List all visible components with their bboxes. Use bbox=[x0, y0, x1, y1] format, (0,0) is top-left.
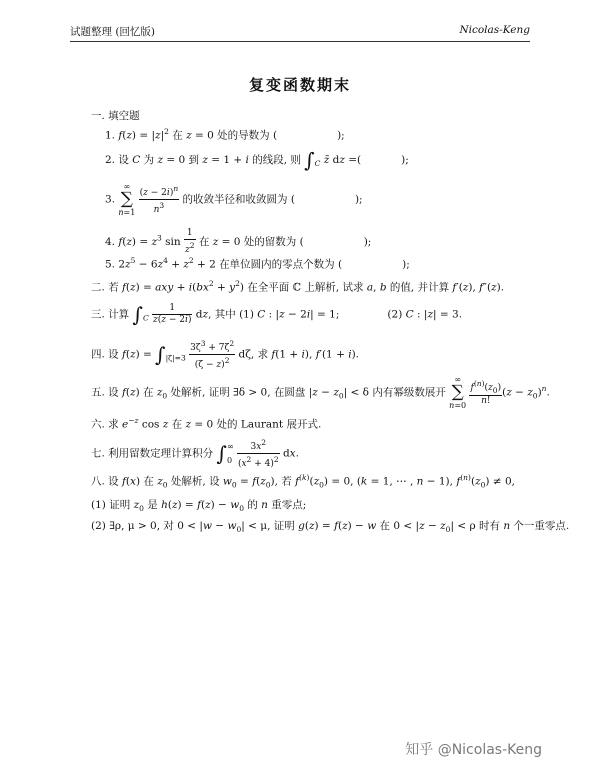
problem-4: 四. 设 $f(z) = \int_{|\zeta|=3}$ $\frac{3\zeta^3 + 7\zeta^2}{(\zeta - z)^2}$ dζ, 求 f(1 + i), f′(1 + i). bbox=[91, 339, 360, 370]
page-header-left: 试题整理 (回忆版) bbox=[70, 26, 156, 38]
problem-2: 二. 若 f(z) = axy + $i(bx^2 + y^2)$ 在全平面 ℂ 上解析, 试求 a, b 的值, 并计算 f′(z), f″(z). bbox=[91, 279, 505, 294]
problem-6: 六. 求 $e^{-z}$ cos z 在 z = 0 处的 Laurant 展开式. bbox=[91, 416, 322, 431]
question-5: 5. $2z^5 - 6z^4 + z^2 + 2$ 在单位圆内的零点个数为 ( ); bbox=[105, 256, 410, 271]
question-3: 3. ∞ ∑ n=1 $\frac{(z - 2i)^n}{n^3}$ 的收敛半径和收敛圆为 ( ); bbox=[105, 182, 363, 217]
problem-3: 三. 计算 $\int_C$ $\frac{1}{z(z - 2i)}$ dz, 其中 (1) C : |z − 2i| = 1; (2) C : |z| = 3. bbox=[91, 302, 463, 327]
problem-8: 八. 设 f(x) 在 $z_0$ 处解析, 设 $w_0 = f(z_0)$, 若 $f^{(k)}(z_0) = 0$, (k = 1, ⋯ , n − 1), $f^{(n)}(z_0) \ne 0$, bbox=[91, 473, 515, 490]
section-fill-blank: 一. 填空题 bbox=[91, 110, 140, 122]
page-title: 复变函数期末 bbox=[248, 76, 351, 94]
header-rule bbox=[70, 41, 530, 42]
question-1: 1. $f(z) = |z|^2$ 在 z = 0 处的导数为 ( ); bbox=[105, 127, 345, 142]
problem-5: 五. 设 f(z) 在 $z_0$ 处解析, 证明 ∃δ > 0, 在圆盘 $|z - z_0| < \delta$ 内有幂级数展开 ∞ ∑ n=0 $\frac{f^{(n)}(z_0)}{n!}$ $(z - z_0)^n$. bbox=[91, 375, 550, 410]
problem-8-part-1: (1) 证明 $z_0$ 是 $h(z) = f(z) - w_0$ 的 n 重零点; bbox=[91, 499, 307, 514]
watermark: 知乎 @Nicolas-Keng bbox=[405, 742, 542, 758]
problem-8-part-2: (2) ∃ρ, μ > 0, 对 $0 < |w - w_0| < \mu$, 证明 g(z) = f(z) − w 在 $0 < |z - z_0| < \rho$ 时有 n 个一重零点. bbox=[91, 520, 570, 535]
problem-7: 七. 利用留数定理计算积分 ∫ ∞ 0 $\frac{3x^2}{(x^2 + 4)^2}$ dx. bbox=[91, 438, 299, 469]
question-2: 2. 设 C 为 z = 0 到 z = 1 + i 的线段, 则 $\int_C$ z̄ dz =( ); bbox=[105, 148, 409, 172]
question-4: 4. $f(z) = z^3$ sin $\frac{1}{z^2}$ 在 z = 0 处的留数为 ( ); bbox=[105, 228, 372, 255]
page-header-right: Nicolas-Keng bbox=[459, 24, 530, 36]
